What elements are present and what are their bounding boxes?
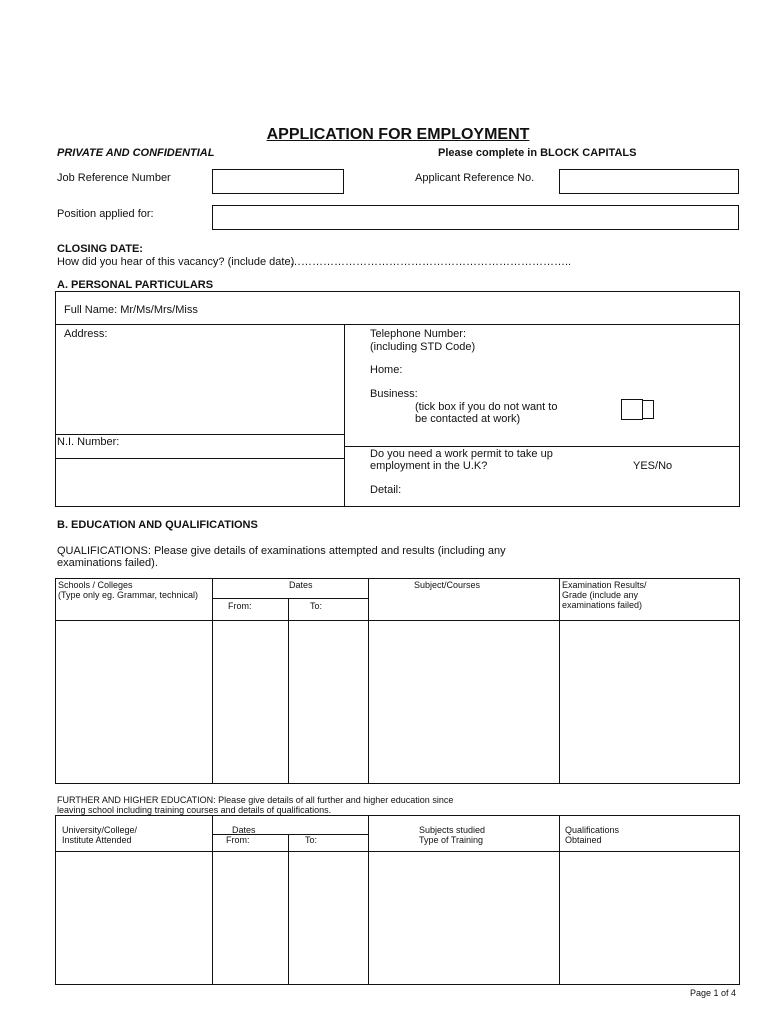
header-row-rule <box>55 851 740 852</box>
vacancy-source-label: How did you hear of this vacancy? (include date) <box>57 256 295 268</box>
column-divider <box>559 815 560 985</box>
position-label: Position applied for: <box>57 208 154 220</box>
column-divider <box>288 834 289 985</box>
confidential-label: PRIVATE AND CONFIDENTIAL <box>57 147 215 159</box>
vacancy-source-dots: ………………………………………………………………….. <box>290 256 572 268</box>
schools-header-1: Schools / Colleges <box>58 580 133 590</box>
block-capitals-instruction: Please complete in BLOCK CAPITALS <box>438 147 637 159</box>
business-label: Business: <box>370 388 418 400</box>
university-header-2: Institute Attended <box>62 835 132 845</box>
applicant-reference-label: Applicant Reference No. <box>415 172 535 184</box>
to-header: To: <box>310 601 323 611</box>
column-divider <box>368 578 369 784</box>
schools-header-2: (Type only eg. Grammar, technical) <box>58 590 199 600</box>
divider <box>55 324 740 325</box>
column-divider <box>559 578 560 784</box>
results-header-3: examinations failed) <box>562 600 643 610</box>
ni-number-label: N.I. Number: <box>57 436 120 448</box>
dates-subheader-rule <box>212 598 368 599</box>
further-education-instruction-1: FURTHER AND HIGHER EDUCATION: Please give details of all further and higher education since <box>57 795 454 805</box>
page-title: APPLICATION FOR EMPLOYMENT <box>266 126 530 143</box>
job-reference-input[interactable] <box>212 169 344 194</box>
home-label: Home: <box>370 364 403 376</box>
qualifications-instruction-2: examinations failed). <box>57 557 158 569</box>
yes-no-option[interactable]: YES/No <box>633 460 673 472</box>
from-header: From: <box>226 835 250 845</box>
page-number: Page 1 of 4 <box>690 988 737 998</box>
position-input[interactable] <box>212 205 739 230</box>
tick-box-instruction-2: be contacted at work) <box>415 413 521 425</box>
telephone-label: Telephone Number: <box>370 328 467 340</box>
dates-header: Dates <box>232 825 256 835</box>
qualifications-header-1: Qualifications <box>565 825 620 835</box>
subject-header: Subject/Courses <box>414 580 481 590</box>
results-header-1: Examination Results/ <box>562 580 647 590</box>
to-header: To: <box>305 835 318 845</box>
university-header-1: University/College/ <box>62 825 138 835</box>
divider <box>55 434 345 435</box>
qualifications-header-2: Obtained <box>565 835 602 845</box>
no-contact-at-work-checkbox[interactable] <box>621 399 643 420</box>
applicant-reference-input[interactable] <box>559 169 739 194</box>
header-row-rule <box>55 620 740 621</box>
column-divider <box>212 578 213 784</box>
subjects-header-1: Subjects studied <box>419 825 486 835</box>
work-permit-label-1: Do you need a work permit to take up <box>370 448 553 460</box>
job-reference-label: Job Reference Number <box>57 172 171 184</box>
work-permit-label-2: employment in the U.K? <box>370 460 488 472</box>
qualifications-instruction-1: QUALIFICATIONS: Please give details of examinations attempted and results (including any <box>57 545 506 557</box>
section-b-heading: B. EDUCATION AND QUALIFICATIONS <box>57 519 258 531</box>
dates-header: Dates <box>289 580 313 590</box>
telephone-sub-label: (including STD Code) <box>370 341 476 353</box>
results-header-2: Grade (include any <box>562 590 639 600</box>
address-label: Address: <box>64 328 108 340</box>
section-a-heading: A. PERSONAL PARTICULARS <box>57 279 214 291</box>
from-header: From: <box>228 601 252 611</box>
full-name-label: Full Name: Mr/Ms/Mrs/Miss <box>64 304 198 316</box>
column-divider <box>368 815 369 985</box>
checkbox-shadow <box>642 400 654 419</box>
detail-label: Detail: <box>370 484 402 496</box>
divider <box>344 324 345 507</box>
closing-date-label: CLOSING DATE: <box>57 243 143 255</box>
further-education-instruction-2: leaving school including training courses and details of qualifications. <box>57 805 332 815</box>
column-divider <box>212 815 213 985</box>
subjects-header-2: Type of Training <box>419 835 484 845</box>
higher-education-table <box>55 815 740 985</box>
divider <box>55 458 345 459</box>
tick-box-instruction-1: (tick box if you do not want to <box>415 401 558 413</box>
column-divider <box>288 598 289 784</box>
divider <box>344 446 740 447</box>
